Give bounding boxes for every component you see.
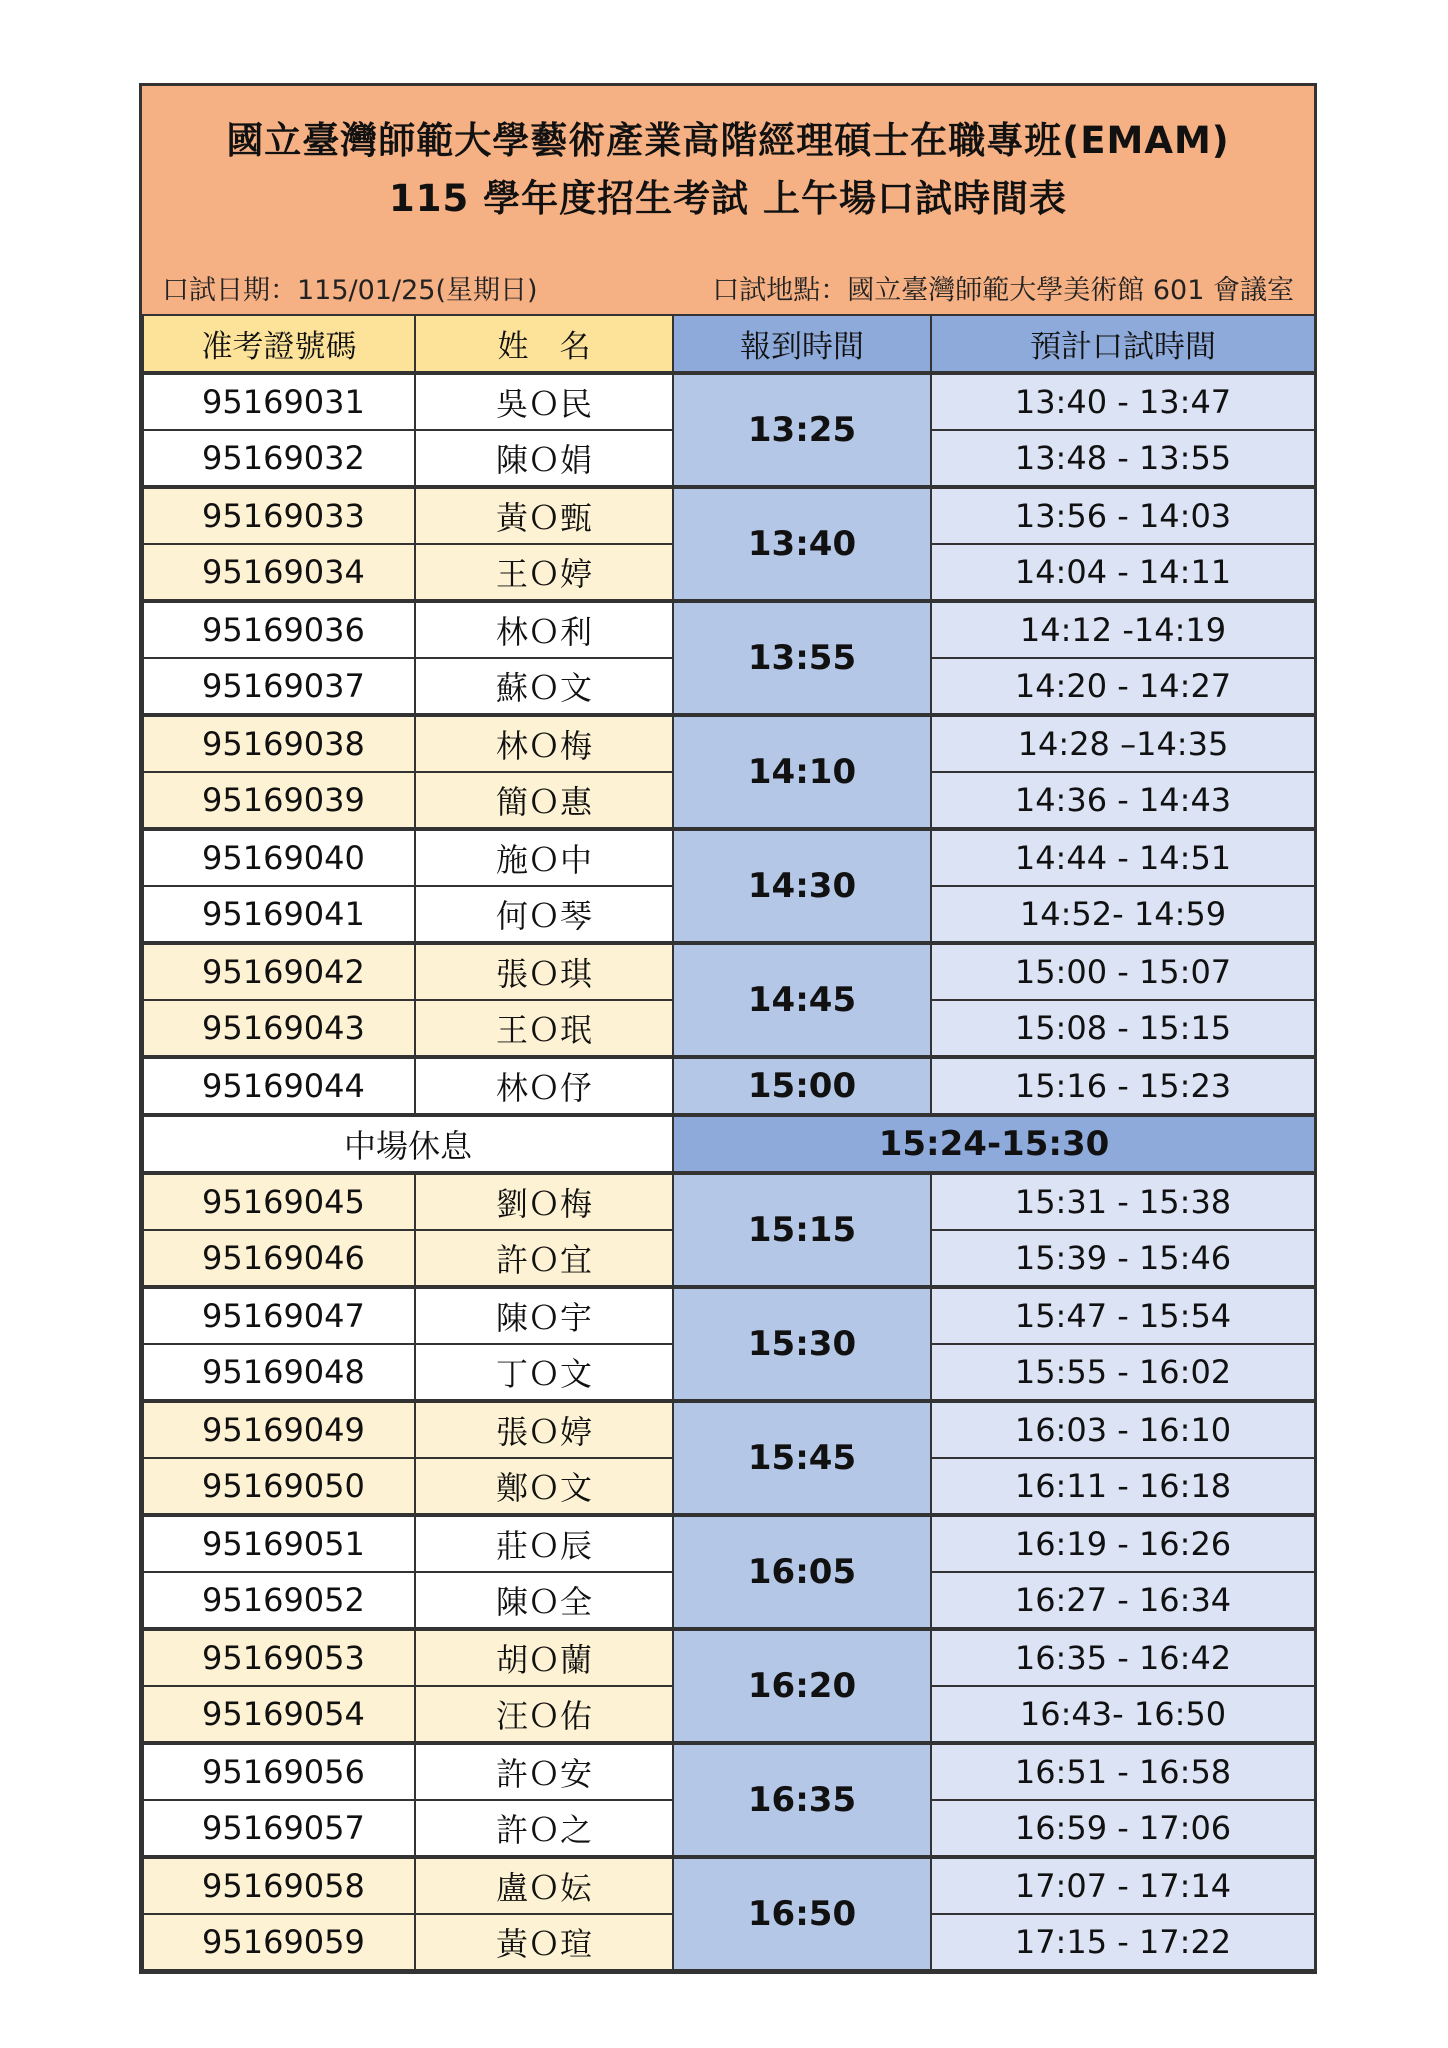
interview-time-cell: 16:51 - 16:58 [931, 1743, 1315, 1800]
interview-time-cell: 16:03 - 16:10 [931, 1401, 1315, 1458]
interview-time-cell: 15:31 - 15:38 [931, 1173, 1315, 1230]
checkin-time-cell: 16:35 [673, 1743, 931, 1857]
candidate-name-cell: 簡Ｏ惠 [415, 772, 673, 829]
column-header-checkin: 報到時間 [673, 315, 931, 373]
table-row [143, 1743, 1315, 1800]
exam-id-cell: 95169034 [143, 544, 415, 601]
interview-time-cell: 16:35 - 16:42 [931, 1629, 1315, 1686]
interview-time-cell: 15:55 - 16:02 [931, 1344, 1315, 1401]
interview-time-cell: 16:43- 16:50 [931, 1686, 1315, 1743]
exam-id-cell: 95169052 [143, 1572, 415, 1629]
candidate-name-cell: 陳Ｏ全 [415, 1572, 673, 1629]
exam-id-cell: 95169054 [143, 1686, 415, 1743]
candidate-name-cell: 吳Ｏ民 [415, 373, 673, 430]
candidate-name-cell: 張Ｏ琪 [415, 943, 673, 1000]
checkin-time-cell: 14:30 [673, 829, 931, 943]
document-subtitle: 115 學年度招生考試 上午場口試時間表 [389, 177, 1067, 220]
checkin-time-cell: 15:00 [673, 1057, 931, 1115]
exam-id-cell: 95169057 [143, 1800, 415, 1857]
exam-id-cell: 95169036 [143, 601, 415, 658]
exam-id-cell: 95169048 [143, 1344, 415, 1401]
checkin-time-cell: 13:40 [673, 487, 931, 601]
table-row [143, 373, 1315, 430]
candidate-name-cell: 蘇Ｏ文 [415, 658, 673, 715]
candidate-name-cell: 丁Ｏ文 [415, 1344, 673, 1401]
candidate-name-cell: 張Ｏ婷 [415, 1401, 673, 1458]
checkin-time-cell: 15:45 [673, 1401, 931, 1515]
exam-id-cell: 95169059 [143, 1914, 415, 1970]
schedule-table [142, 314, 1316, 1971]
exam-id-cell: 95169053 [143, 1629, 415, 1686]
candidate-name-cell: 陳Ｏ宇 [415, 1287, 673, 1344]
exam-place: 口試地點：國立臺灣師範大學美術館 601 會議室 [712, 275, 1294, 306]
candidate-name-cell: 林Ｏ伃 [415, 1057, 673, 1115]
exam-id-cell: 95169032 [143, 430, 415, 487]
table-row [143, 1401, 1315, 1458]
candidate-name-cell: 王Ｏ珉 [415, 1000, 673, 1057]
interview-time-cell: 15:16 - 15:23 [931, 1057, 1315, 1115]
interview-time-cell: 17:07 - 17:14 [931, 1857, 1315, 1914]
table-row [143, 1173, 1315, 1230]
break-time: 15:24-15:30 [673, 1115, 1315, 1173]
candidate-name-cell: 林Ｏ梅 [415, 715, 673, 772]
exam-id-cell: 95169040 [143, 829, 415, 886]
candidate-name-cell: 許Ｏ宜 [415, 1230, 673, 1287]
candidate-name-cell: 許Ｏ安 [415, 1743, 673, 1800]
candidate-name-cell: 何Ｏ琴 [415, 886, 673, 943]
checkin-time-cell: 15:30 [673, 1287, 931, 1401]
schedule-sheet [139, 83, 1317, 1974]
candidate-name-cell: 盧Ｏ妘 [415, 1857, 673, 1914]
table-row [143, 1057, 1315, 1115]
checkin-time-cell: 14:45 [673, 943, 931, 1057]
exam-id-cell: 95169033 [143, 487, 415, 544]
candidate-name-cell: 林Ｏ利 [415, 601, 673, 658]
candidate-name-cell: 許Ｏ之 [415, 1800, 673, 1857]
exam-id-cell: 95169042 [143, 943, 415, 1000]
checkin-time-cell: 16:50 [673, 1857, 931, 1970]
interview-time-cell: 14:20 - 14:27 [931, 658, 1315, 715]
break-label: 中場休息 [143, 1115, 673, 1173]
column-header-id: 准考證號碼 [143, 315, 415, 373]
table-row [143, 1515, 1315, 1572]
table-row [143, 715, 1315, 772]
exam-id-cell: 95169041 [143, 886, 415, 943]
exam-id-cell: 95169044 [143, 1057, 415, 1115]
checkin-time-cell: 13:25 [673, 373, 931, 487]
interview-time-cell: 14:36 - 14:43 [931, 772, 1315, 829]
table-row [143, 1629, 1315, 1686]
candidate-name-cell: 劉Ｏ梅 [415, 1173, 673, 1230]
interview-time-cell: 13:56 - 14:03 [931, 487, 1315, 544]
candidate-name-cell: 汪Ｏ佑 [415, 1686, 673, 1743]
interview-time-cell: 15:00 - 15:07 [931, 943, 1315, 1000]
break-row [143, 1115, 1315, 1173]
exam-id-cell: 95169050 [143, 1458, 415, 1515]
table-row [143, 943, 1315, 1000]
checkin-time-cell: 14:10 [673, 715, 931, 829]
candidate-name-cell: 施Ｏ中 [415, 829, 673, 886]
table-row [143, 829, 1315, 886]
interview-time-cell: 16:11 - 16:18 [931, 1458, 1315, 1515]
exam-id-cell: 95169031 [143, 373, 415, 430]
interview-time-cell: 15:08 - 15:15 [931, 1000, 1315, 1057]
table-row [143, 1857, 1315, 1914]
checkin-time-cell: 16:20 [673, 1629, 931, 1743]
interview-time-cell: 15:47 - 15:54 [931, 1287, 1315, 1344]
exam-date: 口試日期：115/01/25(星期日) [162, 275, 538, 306]
interview-time-cell: 15:39 - 15:46 [931, 1230, 1315, 1287]
candidate-name-cell: 黃Ｏ甄 [415, 487, 673, 544]
checkin-time-cell: 15:15 [673, 1173, 931, 1287]
exam-id-cell: 95169058 [143, 1857, 415, 1914]
interview-time-cell: 14:44 - 14:51 [931, 829, 1315, 886]
exam-id-cell: 95169049 [143, 1401, 415, 1458]
interview-time-cell: 14:52- 14:59 [931, 886, 1315, 943]
candidate-name-cell: 王Ｏ婷 [415, 544, 673, 601]
exam-id-cell: 95169043 [143, 1000, 415, 1057]
table-row [143, 487, 1315, 544]
exam-id-cell: 95169039 [143, 772, 415, 829]
schedule-body [143, 373, 1315, 1970]
candidate-name-cell: 黃Ｏ瑄 [415, 1914, 673, 1970]
interview-time-cell: 17:15 - 17:22 [931, 1914, 1315, 1970]
exam-id-cell: 95169056 [143, 1743, 415, 1800]
interview-time-cell: 16:19 - 16:26 [931, 1515, 1315, 1572]
document-header [142, 86, 1314, 314]
exam-id-cell: 95169037 [143, 658, 415, 715]
exam-id-cell: 95169051 [143, 1515, 415, 1572]
interview-time-cell: 13:48 - 13:55 [931, 430, 1315, 487]
interview-time-cell: 16:27 - 16:34 [931, 1572, 1315, 1629]
exam-id-cell: 95169038 [143, 715, 415, 772]
exam-id-cell: 95169046 [143, 1230, 415, 1287]
checkin-time-cell: 13:55 [673, 601, 931, 715]
candidate-name-cell: 鄭Ｏ文 [415, 1458, 673, 1515]
interview-time-cell: 16:59 - 17:06 [931, 1800, 1315, 1857]
candidate-name-cell: 胡Ｏ蘭 [415, 1629, 673, 1686]
exam-id-cell: 95169047 [143, 1287, 415, 1344]
column-header-name: 姓 名 [415, 315, 673, 373]
interview-time-cell: 13:40 - 13:47 [931, 373, 1315, 430]
checkin-time-cell: 16:05 [673, 1515, 931, 1629]
document-title: 國立臺灣師範大學藝術產業高階經理碩士在職專班(EMAM) [226, 119, 1230, 162]
table-header-row [143, 315, 1315, 373]
table-row [143, 601, 1315, 658]
exam-id-cell: 95169045 [143, 1173, 415, 1230]
table-row [143, 1287, 1315, 1344]
candidate-name-cell: 莊Ｏ辰 [415, 1515, 673, 1572]
interview-time-cell: 14:04 - 14:11 [931, 544, 1315, 601]
interview-time-cell: 14:12 -14:19 [931, 601, 1315, 658]
column-header-interview-time: 預計口試時間 [931, 315, 1315, 373]
interview-time-cell: 14:28 –14:35 [931, 715, 1315, 772]
candidate-name-cell: 陳Ｏ娟 [415, 430, 673, 487]
